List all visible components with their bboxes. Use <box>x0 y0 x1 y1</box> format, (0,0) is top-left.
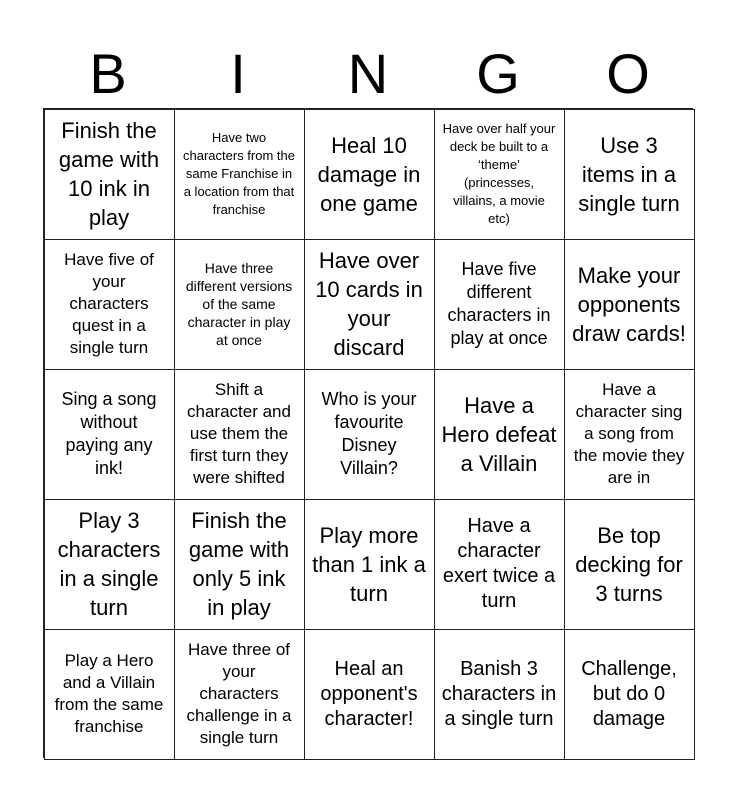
cell-text: Play more than 1 ink a turn <box>312 522 426 606</box>
cell-text: Play 3 characters in a single turn <box>57 508 161 620</box>
header-letter-o: O <box>606 42 650 105</box>
cell-text: Have over half your deck be built to a ‘theme’ (princesses, villains, a movie etc) <box>442 121 556 226</box>
bingo-cell[interactable] <box>564 629 695 760</box>
bingo-cell[interactable] <box>564 239 695 370</box>
bingo-cell[interactable] <box>44 239 175 370</box>
header-letter-n: N <box>347 42 389 105</box>
bingo-cell[interactable] <box>44 369 175 500</box>
header-letter-b: B <box>89 42 127 105</box>
bingo-cell[interactable] <box>304 629 435 760</box>
cell-text: Have five different characters in play at once <box>447 259 551 348</box>
bingo-cell[interactable] <box>174 239 305 370</box>
cell-text: Have a character sing a song from the movie they are in <box>573 380 685 487</box>
bingo-cell[interactable] <box>434 109 565 240</box>
cell-text: Have two characters from the same Franchise in a location from that franchise <box>183 130 295 217</box>
bingo-cell[interactable] <box>434 239 565 370</box>
bingo-cell[interactable] <box>44 499 175 630</box>
cell-text: Have a Hero defeat a Villain <box>441 392 557 476</box>
cell-text: Use 3 items in a single turn <box>578 132 680 216</box>
cell-text: Heal 10 damage in one game <box>317 132 421 216</box>
bingo-grid <box>43 108 693 758</box>
bingo-cell[interactable] <box>174 499 305 630</box>
header-letter-i: I <box>230 42 246 105</box>
bingo-cell[interactable] <box>174 109 305 240</box>
cell-text: Be top decking for 3 turns <box>575 522 683 606</box>
bingo-cell[interactable] <box>434 369 565 500</box>
bingo-cell[interactable] <box>564 109 695 240</box>
cell-text: Have a character exert twice a turn <box>442 515 556 612</box>
bingo-header <box>43 40 693 108</box>
bingo-cell[interactable] <box>564 369 695 500</box>
cell-text: Have over 10 cards in your discard <box>315 248 423 360</box>
bingo-cell[interactable] <box>304 239 435 370</box>
bingo-cell[interactable] <box>564 499 695 630</box>
bingo-cell[interactable] <box>304 369 435 500</box>
bingo-cell[interactable] <box>174 629 305 760</box>
cell-text: Have five of your characters quest in a single turn <box>64 250 154 357</box>
bingo-cell[interactable] <box>44 629 175 760</box>
bingo-cell[interactable] <box>44 109 175 240</box>
bingo-cell[interactable] <box>174 369 305 500</box>
bingo-cell[interactable] <box>434 499 565 630</box>
bingo-cell[interactable] <box>304 109 435 240</box>
cell-text: Who is your favourite Disney Villain? <box>321 389 417 478</box>
cell-text: Have three of your characters challenge in a single turn <box>186 640 292 747</box>
bingo-cell[interactable] <box>434 629 565 760</box>
header-letter-g: G <box>476 42 520 105</box>
cell-text: Heal an opponent's character! <box>320 657 418 730</box>
cell-text: Make your opponents draw cards! <box>572 262 686 346</box>
cell-text: Finish the game with only 5 ink in play <box>188 508 290 620</box>
cell-text: Sing a song without paying any ink! <box>61 389 157 478</box>
cell-text: Have three different versions of the same character in play at once <box>185 260 293 348</box>
bingo-cell[interactable] <box>304 499 435 630</box>
cell-text: Banish 3 characters in a single turn <box>441 657 557 730</box>
cell-text: Play a Hero and a Villain from the same franchise <box>54 651 164 736</box>
cell-text: Challenge, but do 0 damage <box>581 657 677 730</box>
cell-text: Finish the game with 10 ink in play <box>58 118 160 230</box>
cell-text: Shift a character and use them the first turn they were shifted <box>187 380 291 487</box>
